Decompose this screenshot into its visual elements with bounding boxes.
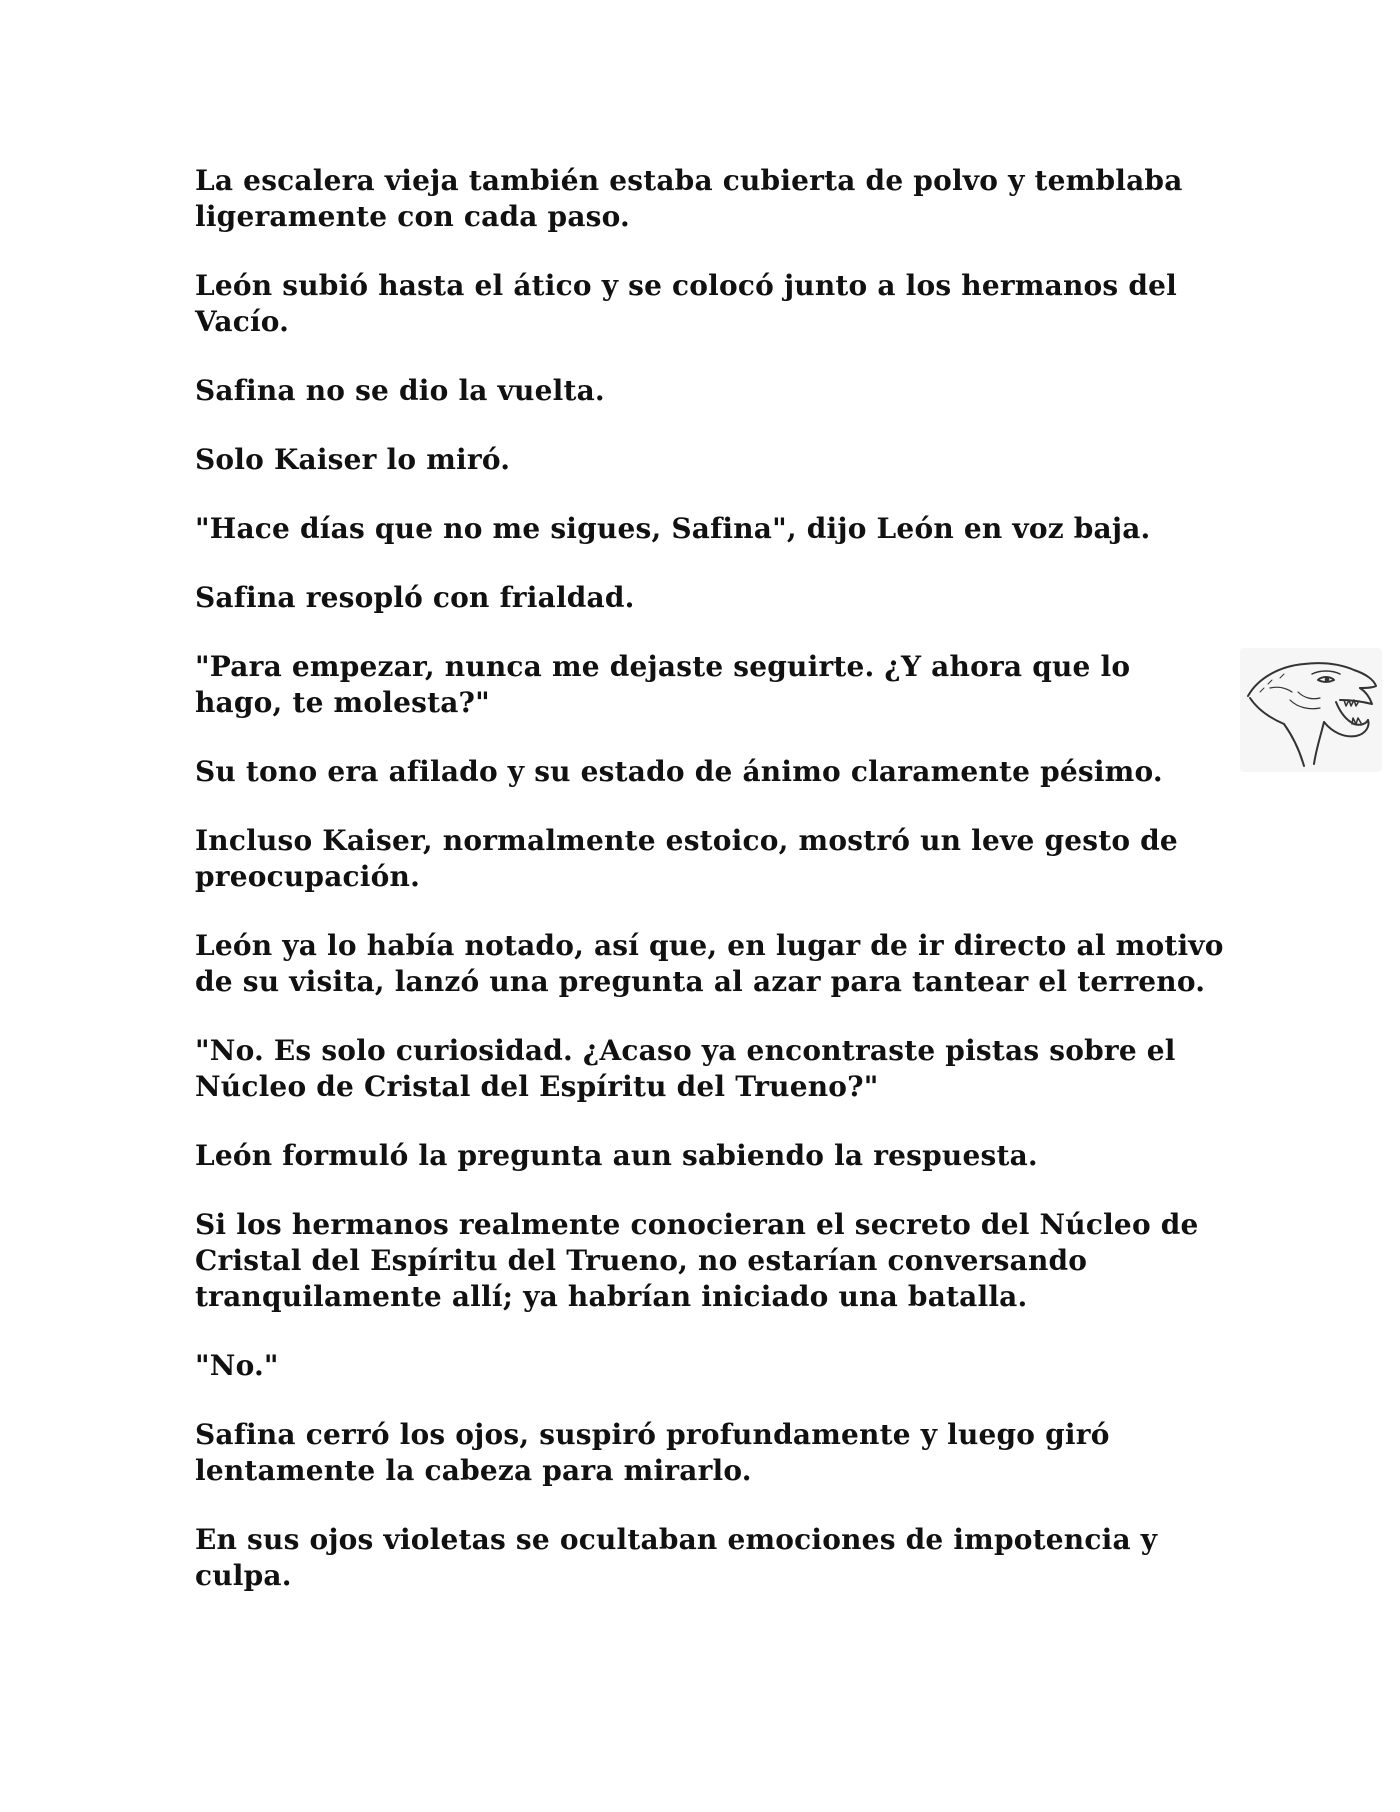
- paragraph: Solo Kaiser lo miró.: [195, 443, 511, 476]
- paragraph: León ya lo había notado, así que, en lugar de ir directo al motivo de su visita, lanzó una pregunta al azar para tantear el terreno.: [195, 929, 1224, 998]
- paragraph: Safina resopló con frialdad.: [195, 581, 635, 614]
- page-body: [195, 163, 1225, 1627]
- dinosaur-head-sketch-icon: [1240, 648, 1382, 772]
- paragraph: "No. Es solo curiosidad. ¿Acaso ya encontraste pistas sobre el Núcleo de Cristal del Espíritu del Trueno?": [195, 1034, 1176, 1103]
- paragraph: "No.": [195, 1349, 279, 1382]
- paragraph: León subió hasta el ático y se colocó junto a los hermanos del Vacío.: [195, 269, 1177, 338]
- paragraph: Incluso Kaiser, normalmente estoico, mostró un leve gesto de preocupación.: [195, 824, 1178, 893]
- paragraph: Safina cerró los ojos, suspiró profundamente y luego giró lentamente la cabeza para mirarlo.: [195, 1418, 1110, 1487]
- paragraph: En sus ojos violetas se ocultaban emociones de impotencia y culpa.: [195, 1523, 1158, 1592]
- paragraph: Su tono era afilado y su estado de ánimo claramente pésimo.: [195, 755, 1163, 788]
- paragraph: Safina no se dio la vuelta.: [195, 374, 605, 407]
- paragraph: La escalera vieja también estaba cubierta de polvo y temblaba ligeramente con cada paso.: [195, 164, 1183, 233]
- paragraph: Si los hermanos realmente conocieran el secreto del Núcleo de Cristal del Espíritu del Trueno, no estarían conversando tranquilamente allí; ya habrían iniciado una batalla.: [195, 1208, 1199, 1313]
- paragraph: León formuló la pregunta aun sabiendo la respuesta.: [195, 1139, 1038, 1172]
- paragraph: "Hace días que no me sigues, Safina", dijo León en voz baja.: [195, 512, 1151, 545]
- paragraph: "Para empezar, nunca me dejaste seguirte. ¿Y ahora que lo hago, te molesta?": [195, 650, 1131, 719]
